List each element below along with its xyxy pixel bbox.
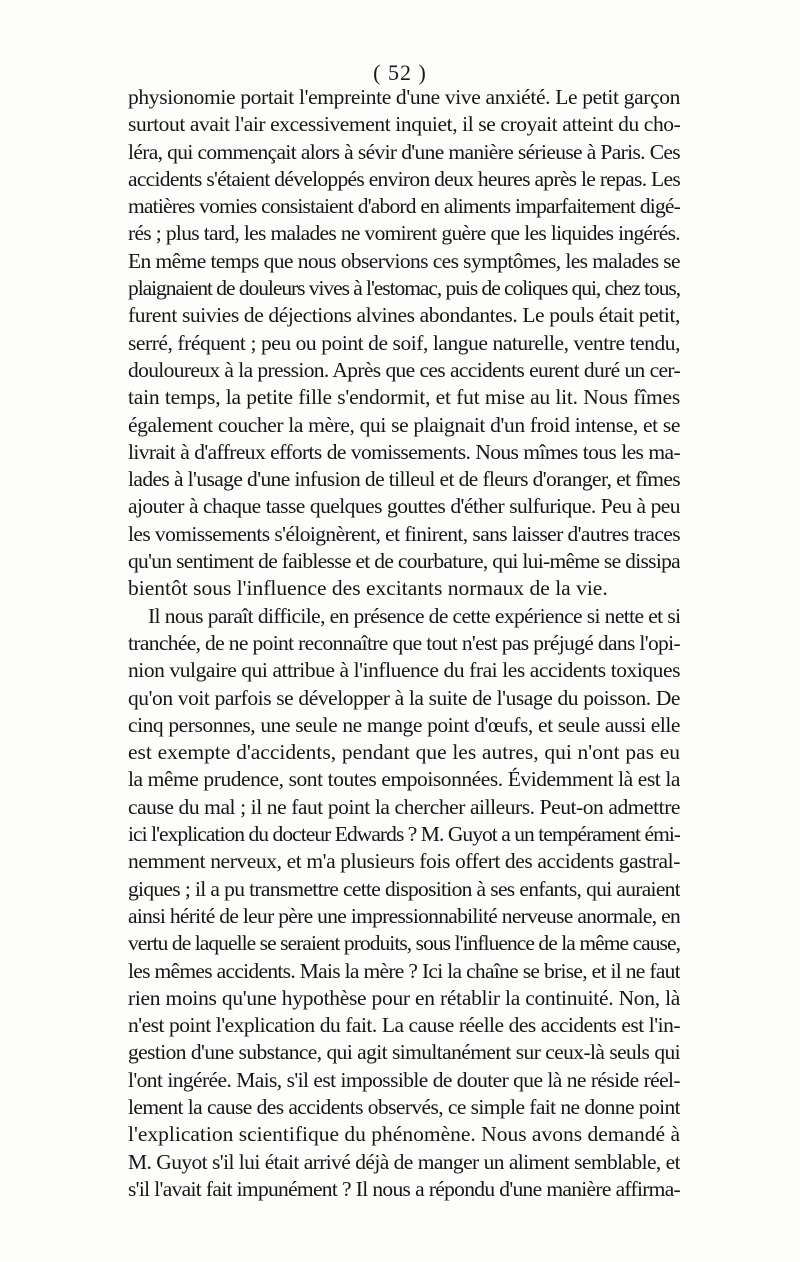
text-line: surtout avait l'air excessivement inquiet, il se croyait atteint du cho- [128, 112, 680, 137]
text-line: les vomissements s'éloignèrent, et finirent, sans laisser d'autres traces [128, 521, 680, 546]
text-line: physionomie portait l'empreinte d'une vive anxiété. Le petit garçon [128, 85, 680, 109]
text-line: ainsi hérité de leur père une impressionnabilité nerveuse anormale, en [128, 903, 680, 928]
text-line: douloureux à la pression. Après que ces accidents eurent duré un cer- [128, 357, 680, 382]
page-number: ( 52 ) [373, 60, 427, 85]
text-line: cinq personnes, une seule ne mange point d'œufs, et seule aussi elle [128, 712, 680, 737]
text-line: accidents s'étaient développés environ deux heures après le repas. Les [128, 166, 680, 191]
text-line: gestion d'une substance, qui agit simultanément sur ceux-là seuls qui [128, 1040, 680, 1065]
text-line: giques ; il a pu transmettre cette disposition à ses enfants, qui auraient [128, 876, 680, 901]
text-line: est exempte d'accidents, pendant que les autres, qui n'ont pas eu [128, 740, 680, 765]
text-line: qu'un sentiment de faiblesse et de courbature, qui lui-même se dissipa [128, 549, 680, 574]
text-line: tain temps, la petite fille s'endormit, et fut mise au lit. Nous fîmes [128, 385, 680, 410]
text-line: qu'on voit parfois se développer à la suite de l'usage du poisson. De [128, 685, 680, 710]
text-line: lement la cause des accidents observés, ce simple fait ne donne point [128, 1094, 680, 1119]
text-line: tranchée, de ne point reconnaître que tout n'est pas préjugé dans l'opi- [128, 630, 680, 655]
text-line: les mêmes accidents. Mais la mère ? Ici la chaîne se brise, et il ne faut [128, 958, 680, 983]
text-line: vertu de laquelle se seraient produits, sous l'influence de la même cause, [128, 931, 680, 956]
text-line: n'est point l'explication du fait. La cause réelle des accidents est l'in- [128, 1013, 680, 1038]
text-line: plaignaient de douleurs vives à l'estomac, puis de coliques qui, chez tous, [128, 276, 680, 301]
text-line: lades à l'usage d'une infusion de tilleul et de fleurs d'oranger, et fîmes [128, 467, 680, 492]
text-line: l'ont ingérée. Mais, s'il est impossible de douter que là ne réside réel- [128, 1067, 680, 1092]
text-line: livrait à d'affreux efforts de vomissements. Nous mîmes tous les ma- [128, 439, 680, 464]
paragraph-start-line: Il nous paraît difficile, en présence de cette expérience si nette et si [148, 603, 680, 628]
text-line: également coucher la mère, qui se plaignait d'un froid intense, et se [128, 412, 680, 437]
text-line: furent suivies de déjections alvines abondantes. Le pouls était petit, [128, 303, 680, 328]
text-line: rés ; plus tard, les malades ne vomirent guère que les liquides ingérés. [128, 221, 680, 246]
paragraph-end-line: bientôt sous l'influence des excitants normaux de la vie. [128, 576, 608, 601]
text-line: ici l'explication du docteur Edwards ? M. Guyot a un tempérament émi- [128, 822, 680, 847]
text-line: matières vomies consistaient d'abord en aliments imparfaitement digé- [128, 194, 680, 219]
text-line: s'il l'avait fait impunément ? Il nous a répondu d'une manière affirma- [128, 1176, 680, 1201]
text-line: ajouter à chaque tasse quelques gouttes d'éther sulfurique. Peu à peu [128, 494, 680, 519]
text-line: En même temps que nous observions ces symptômes, les malades se [128, 248, 680, 273]
text-line: cause du mal ; il ne faut point la chercher ailleurs. Peut-on admettre [128, 794, 680, 819]
text-line: nion vulgaire qui attribue à l'influence du frai les accidents toxiques [128, 658, 680, 683]
text-line: l'explication scientifique du phénomène. Nous avons demandé à [128, 1122, 680, 1147]
text-line: rien moins qu'une hypothèse pour en rétablir la continuité. Non, là [128, 985, 680, 1010]
text-line: serré, fréquent ; peu ou point de soif, langue naturelle, ventre tendu, [128, 330, 680, 355]
text-line: léra, qui commençait alors à sévir d'une manière sérieuse à Paris. Ces [128, 139, 680, 164]
text-line: nemment nerveux, et m'a plusieurs fois offert des accidents gastral- [128, 849, 680, 874]
body-text [128, 84, 680, 1203]
text-line: M. Guyot s'il lui était arrivé déjà de manger un aliment semblable, et [128, 1149, 680, 1174]
text-line: la même prudence, sont toutes empoisonnées. Évidemment là est la [128, 767, 680, 792]
